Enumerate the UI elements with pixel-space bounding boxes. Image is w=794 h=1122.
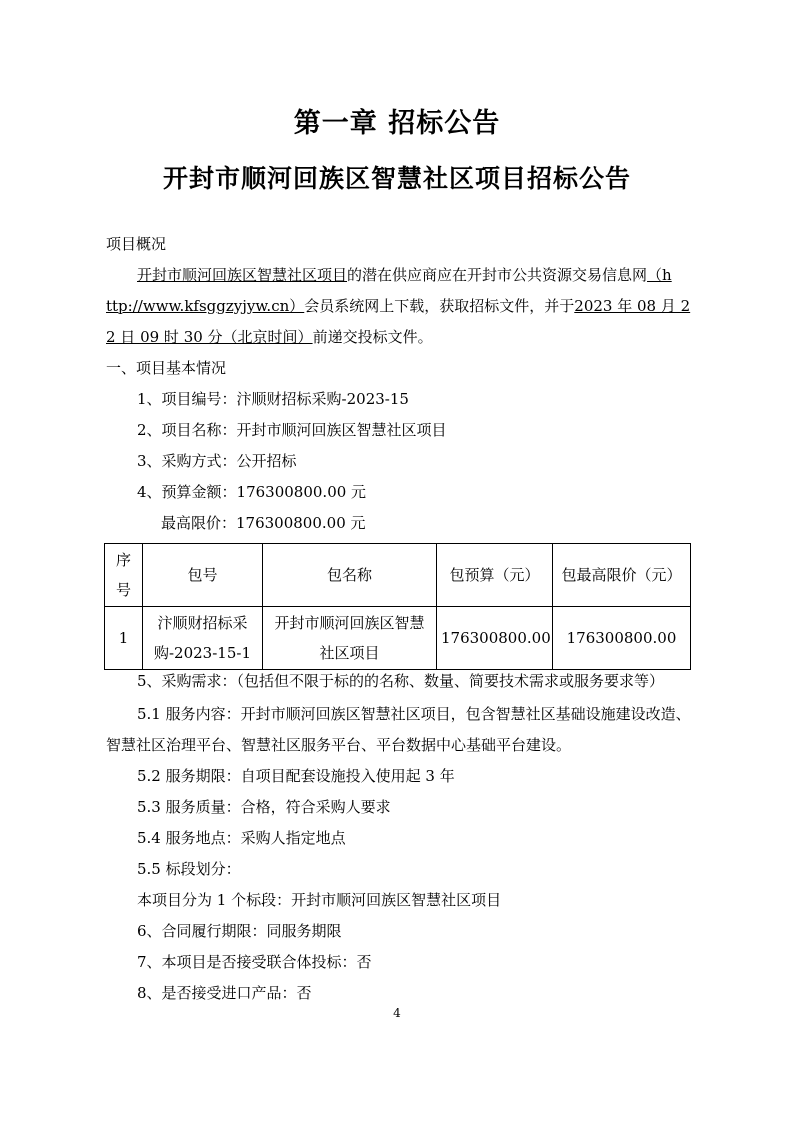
service-location: 5.4 服务地点：采购人指定地点 <box>137 829 346 847</box>
consortium-bidding: 7、本项目是否接受联合体投标：否 <box>137 953 372 971</box>
table-header-row <box>105 544 691 607</box>
cell-max-price: 176300800.00 <box>553 607 691 670</box>
service-content-line1: 5.1 服务内容：开封市顺河回族区智慧社区项目，包含智慧社区基础设施建设改造、 <box>137 705 691 723</box>
procurement-requirements: 5、采购需求：（包括但不限于标的的名称、数量、简要技术需求或服务要求等） <box>137 672 665 690</box>
service-content-line2: 智慧社区治理平台、智慧社区服务平台、平台数据中心基础平台建设。 <box>106 736 572 754</box>
header-package-name: 包名称 <box>263 544 437 607</box>
overview-line-3 <box>106 326 433 348</box>
section1-heading: 一、项目基本情况 <box>106 359 227 377</box>
overview-text-3b: 前递交投标文件。 <box>312 328 433 346</box>
project-number: 1、项目编号：汴顺财招标采购-2023-15 <box>137 390 409 408</box>
cell-budget: 176300800.00 <box>437 607 553 670</box>
deadline-part1: 2023 年 08 月 2 <box>574 297 691 315</box>
cell-seq: 1 <box>105 607 143 670</box>
website-link-part2[interactable]: ttp://www.kfsggzyjyw.cn） <box>106 297 305 315</box>
cell-package-no: 汴顺财招标采 购-2023-15-1 <box>143 607 263 670</box>
overview-heading: 项目概况 <box>106 235 167 253</box>
imported-products: 8、是否接受进口产品：否 <box>137 984 312 1002</box>
website-link-part1[interactable]: （h <box>647 266 672 284</box>
service-quality: 5.3 服务质量：合格，符合采购人要求 <box>137 798 391 816</box>
budget-amount: 4、预算金额：176300800.00 元 <box>137 483 367 501</box>
deadline-part2: 2 日 09 时 30 分（北京时间） <box>106 328 313 346</box>
service-period: 5.2 服务期限：自项目配套设施投入使用起 3 年 <box>137 767 455 785</box>
project-name: 2、项目名称：开封市顺河回族区智慧社区项目 <box>137 421 447 439</box>
max-price: 最高限价：176300800.00 元 <box>161 514 366 532</box>
header-budget: 包预算（元） <box>437 544 553 607</box>
chapter-title: 第一章 招标公告 <box>293 108 501 139</box>
table-row <box>105 607 691 670</box>
overview-line-2 <box>106 295 690 317</box>
header-seq: 序 号 <box>105 544 143 607</box>
package-table <box>104 543 691 670</box>
cell-package-name: 开封市顺河回族区智慧 社区项目 <box>263 607 437 670</box>
lot-division: 5.5 标段划分： <box>137 860 241 878</box>
header-max-price: 包最高限价（元） <box>553 544 691 607</box>
overview-line-1 <box>137 264 672 286</box>
contract-period: 6、合同履行期限：同服务期限 <box>137 922 342 940</box>
procurement-method: 3、采购方式：公开招标 <box>137 452 297 470</box>
document-title: 开封市顺河回族区智慧社区项目招标公告 <box>162 164 631 193</box>
overview-text-2b: 会员系统网上下载，获取招标文件，并于 <box>304 297 575 315</box>
project-name-underlined: 开封市顺河回族区智慧社区项目 <box>137 266 348 284</box>
page-number: 4 <box>393 1006 401 1020</box>
overview-text-1b: 的潜在供应商应在开封市公共资源交易信息网 <box>347 266 648 284</box>
header-package-no: 包号 <box>143 544 263 607</box>
lot-division-detail: 本项目分为 1 个标段：开封市顺河回族区智慧社区项目 <box>137 891 502 909</box>
